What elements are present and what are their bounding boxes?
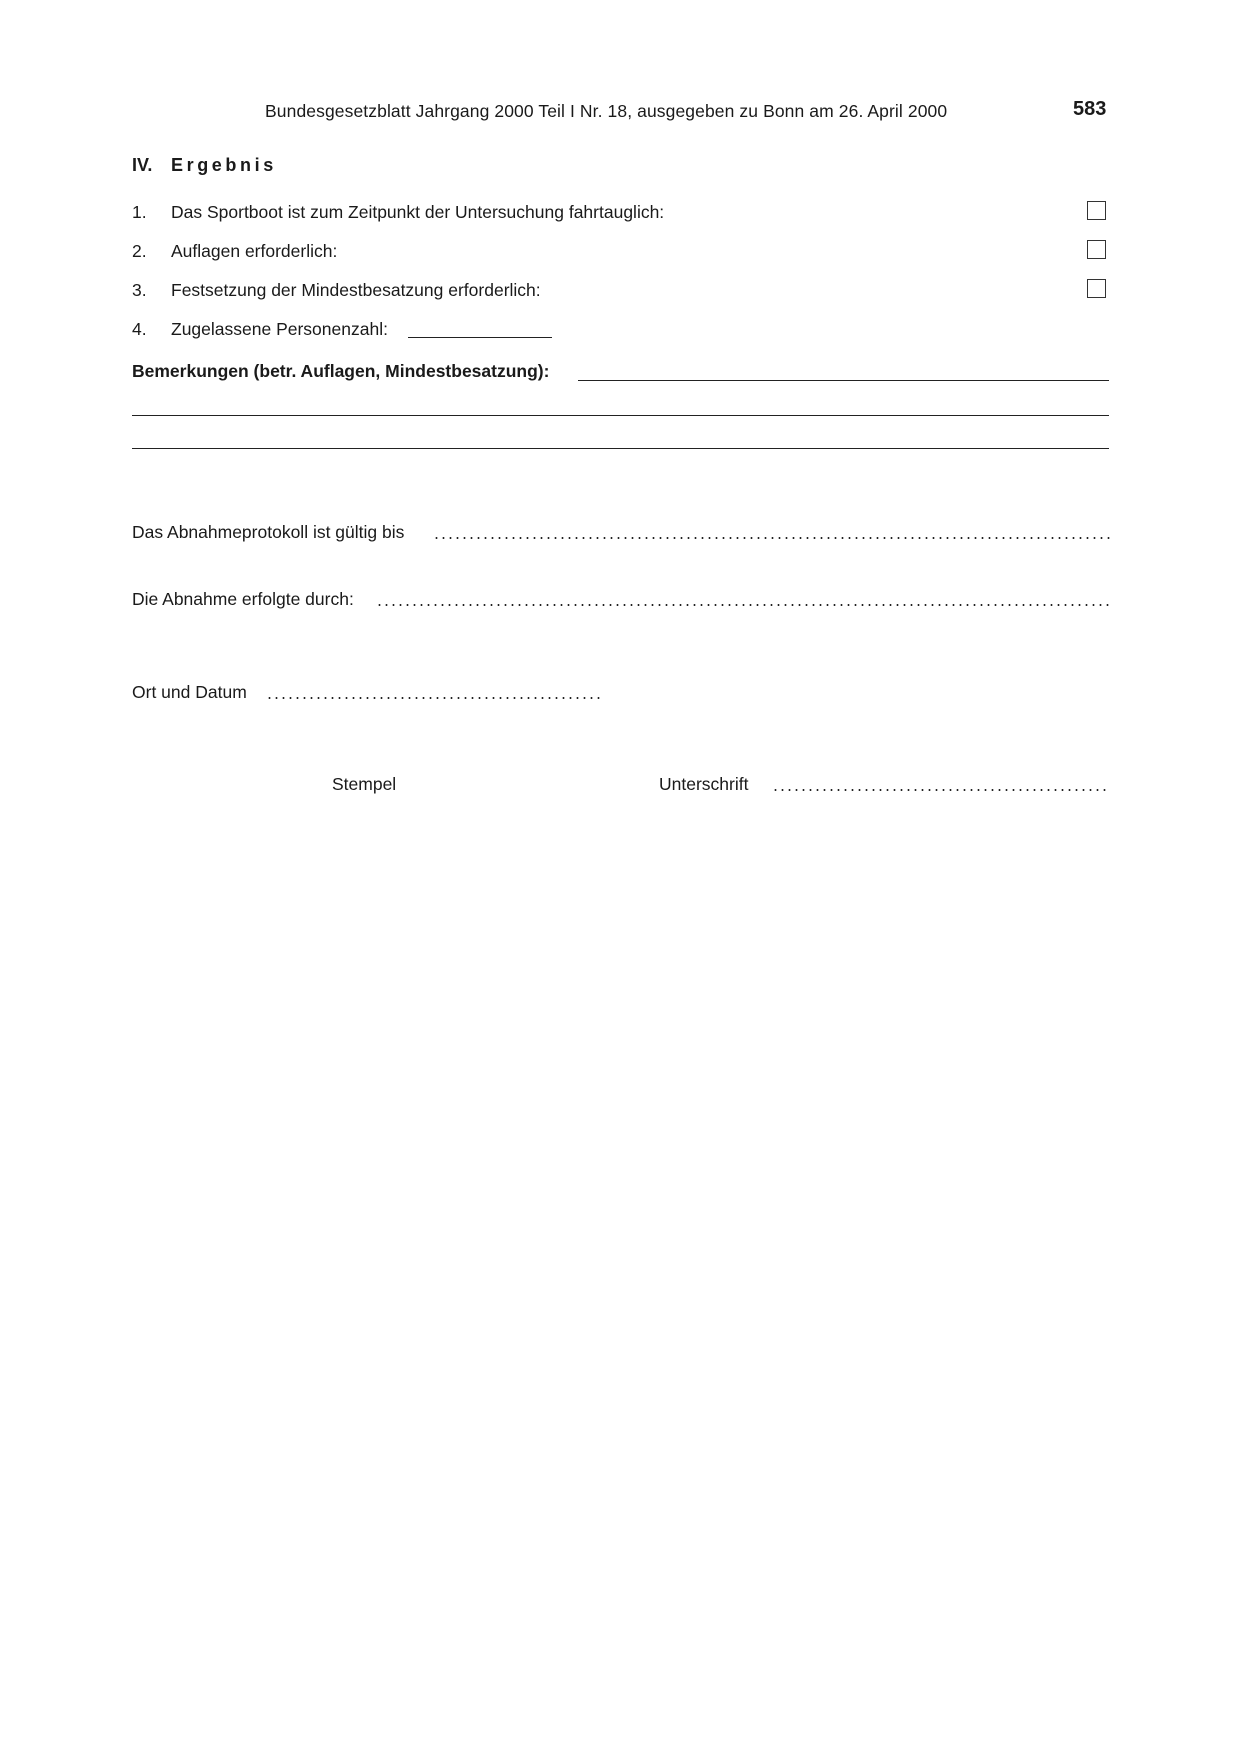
performed-by-label: Die Abnahme erfolgte durch:: [132, 589, 354, 609]
valid-until-field[interactable]: [433, 537, 1110, 539]
remarks-line-3[interactable]: [132, 448, 1109, 449]
place-date-label: Ort und Datum: [132, 682, 247, 702]
section-number: IV.: [132, 155, 153, 175]
item-label-mindestbesatzung: Festsetzung der Mindestbesatzung erforderlich:: [171, 280, 541, 300]
signature-field[interactable]: [772, 789, 1110, 791]
signature-label: Unterschrift: [659, 774, 749, 794]
item-number: 3.: [132, 280, 147, 300]
valid-until-label: Das Abnahmeprotokoll ist gültig bis: [132, 522, 405, 542]
place-date-field[interactable]: [266, 697, 601, 699]
section-title: Ergebnis: [171, 155, 277, 175]
performed-by-field[interactable]: [376, 604, 1110, 606]
item-number: 2.: [132, 241, 147, 261]
page-number: 583: [1073, 98, 1107, 120]
item-label-fahrtauglich: Das Sportboot ist zum Zeitpunkt der Untersuchung fahrtauglich:: [171, 202, 665, 222]
item-number: 4.: [132, 319, 147, 339]
checkbox-fahrtauglich[interactable]: [1087, 201, 1106, 220]
checkbox-auflagen[interactable]: [1087, 240, 1106, 259]
remarks-line-1[interactable]: [578, 380, 1109, 381]
item-label-personenzahl: Zugelassene Personenzahl:: [171, 319, 388, 339]
stamp-label: Stempel: [332, 774, 397, 794]
personenzahl-field[interactable]: [408, 337, 552, 338]
remarks-label: Bemerkungen (betr. Auflagen, Mindestbesatzung):: [132, 361, 550, 381]
checkbox-mindestbesatzung[interactable]: [1087, 279, 1106, 298]
remarks-line-2[interactable]: [132, 415, 1109, 416]
item-label-auflagen: Auflagen erforderlich:: [171, 241, 338, 261]
item-number: 1.: [132, 202, 147, 222]
page-header-title: Bundesgesetzblatt Jahrgang 2000 Teil I Nr. 18, ausgegeben zu Bonn am 26. April 2000: [265, 101, 948, 121]
